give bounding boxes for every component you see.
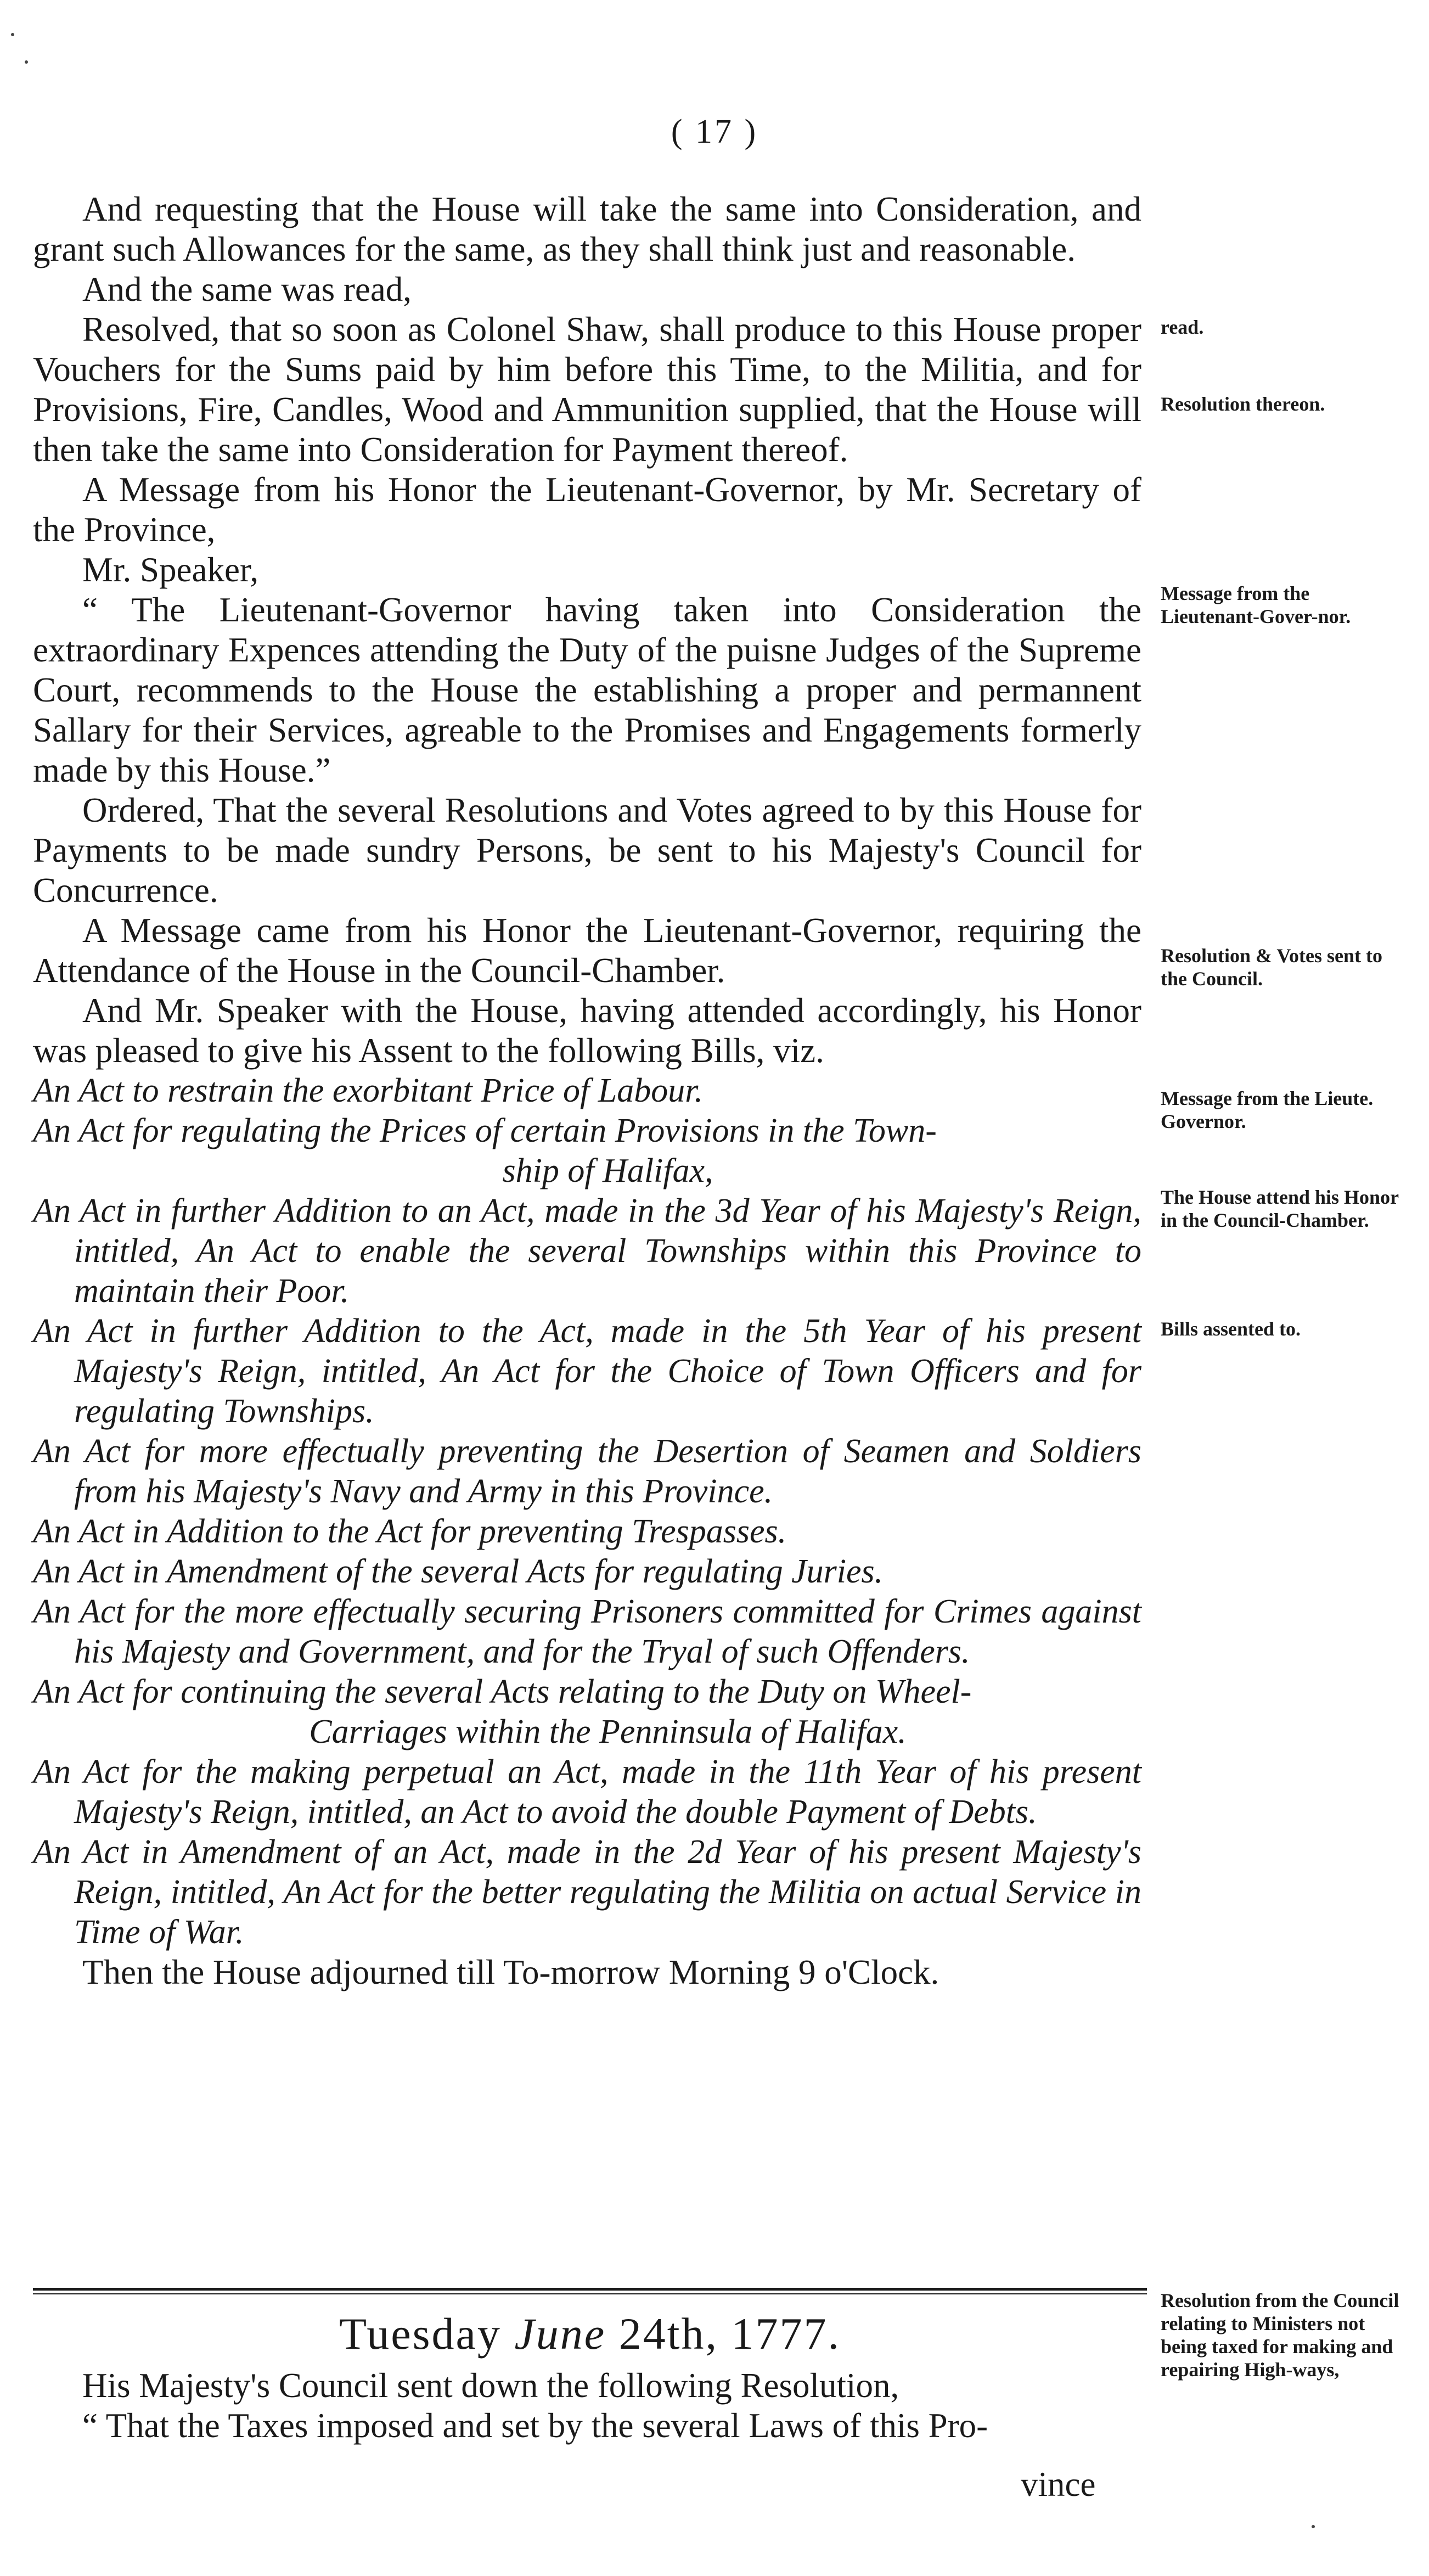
margin-note-message: Message from the Lieutenant-Gover-nor. — [1161, 582, 1351, 627]
paragraph: And the same was read, — [82, 270, 412, 308]
list-item: An Act in further Addition to the Act, made in the 5th Year of his present Majesty's Reign, intitled, An Act for the Choice of Town Officers and for regulating Townships. — [33, 1312, 1141, 1430]
list-item: An Act to restrain the exorbitant Price of Labour. — [33, 1072, 703, 1109]
adjournment: Then the House adjourned till To-morrow Morning 9 o'Clock. — [82, 1953, 939, 1991]
margin-note-bills: Bills assented to. — [1161, 1318, 1301, 1340]
bills-list — [33, 1071, 1141, 1952]
section-rule — [33, 2288, 1147, 2291]
paragraph: Ordered, That the several Resolutions and Votes agreed to by this House for Payments to be made sundry Persons, be sent to his Majesty's Council for Concurrence. — [33, 791, 1141, 910]
paragraph: And Mr. Speaker with the House, having attended accordingly, his Honor was pleased to give his Assent to the following Bills, viz. — [33, 991, 1141, 1070]
margin-note-resolution-votes: Resolution & Votes sent to the Council. — [1161, 945, 1383, 990]
print-speck — [25, 60, 28, 64]
list-item: An Act in Amendment of the several Acts for regulating Juries. — [33, 1553, 884, 1590]
list-item: An Act in Amendment of an Act, made in the 2d Year of his present Majesty's Reign, intitled, An Act for the better regulating the Militia on actual Service in Time of War. — [33, 1833, 1141, 1951]
paragraph: “ That the Taxes imposed and set by the several Laws of this Pro- — [82, 2406, 988, 2445]
act-text: An Act for regulating the Prices of certain Provisions in the Town- — [33, 1112, 937, 1149]
print-speck — [1312, 2525, 1315, 2528]
page-number: ( 17 ) — [671, 113, 758, 150]
paragraph: A Message came from his Honor the Lieutenant-Governor, requiring the Attendance of the House in the Council-Chamber. — [33, 911, 1141, 990]
paragraph: Resolved, that so soon as Colonel Shaw, shall produce to this House proper Vouchers for the Sums paid by him before this Time, to the Militia, and for Provisions, Fire, Candles, Wood and Ammunition supplied, that the House will then take the same into Consideration for Payment thereof. — [33, 310, 1141, 469]
paragraph: “ The Lieutenant-Governor having taken into Consideration the extraordinary Expences attending the Duty of the puisne Judges of the Supreme Court, recommends to the House the establishing a proper and permannent Sallary for their Services, agreable to the Promises and Engagements formerly made by this House.” — [33, 591, 1141, 789]
continued-text — [33, 2366, 1141, 2446]
act-text: An Act for continuing the several Acts relating to the Duty on Wheel- — [33, 1673, 972, 1710]
act-tail: Carriages within the Penninsula of Halifax. — [309, 1713, 907, 1750]
paragraph: Mr. Speaker, — [82, 551, 259, 589]
catchword: vince — [1021, 2465, 1096, 2504]
margin-note-message-2: Message from the Lieute. Governor. — [1161, 1087, 1374, 1132]
date-heading — [33, 2308, 1147, 2360]
list-item: An Act in Addition to the Act for preventing Trespasses. — [33, 1513, 787, 1550]
margin-note-read: read. — [1161, 316, 1204, 338]
section-rule-thin — [33, 2293, 1147, 2294]
paragraph: His Majesty's Council sent down the following Resolution, — [82, 2366, 899, 2405]
margin-note-attend: The House attend his Honor in the Council-Chamber. — [1161, 1186, 1399, 1231]
list-item: An Act for more effectually preventing the Desertion of Seamen and Soldiers from his Majesty's Navy and Army in this Province. — [33, 1433, 1141, 1510]
date-rest: 24th, 1777. — [618, 2309, 841, 2359]
list-item — [33, 1672, 1141, 1752]
list-item — [33, 1111, 1141, 1191]
list-item: An Act in further Addition to an Act, made in the 3d Year of his Majesty's Reign, intitled, An Act to enable the several Townships within this Province to maintain their Poor. — [33, 1192, 1141, 1310]
act-tail: ship of Halifax, — [502, 1152, 713, 1189]
list-item: An Act for the more effectually securing Prisoners committed for Crimes against his Majesty and Government, and for the Tryal of such Offenders. — [33, 1593, 1141, 1670]
margin-note-resolution: Resolution thereon. — [1161, 393, 1325, 415]
main-text — [33, 189, 1141, 1993]
paragraph: And requesting that the House will take the same into Consideration, and grant such Allowances for the same, as they shall think just and reasonable. — [33, 190, 1141, 268]
date-month: June — [514, 2309, 606, 2359]
date-day: Tuesday — [339, 2309, 502, 2359]
list-item: An Act for the making perpetual an Act, made in the 11th Year of his present Majesty's Reign, intitled, an Act to avoid the double Payment of Debts. — [33, 1753, 1141, 1831]
print-speck — [11, 33, 14, 36]
paragraph: A Message from his Honor the Lieutenant-Governor, by Mr. Secretary of the Province, — [33, 470, 1141, 549]
margin-note-council-resolution: Resolution from the Council relating to Ministers not being taxed for making and repairing High-ways, — [1161, 2289, 1399, 2381]
